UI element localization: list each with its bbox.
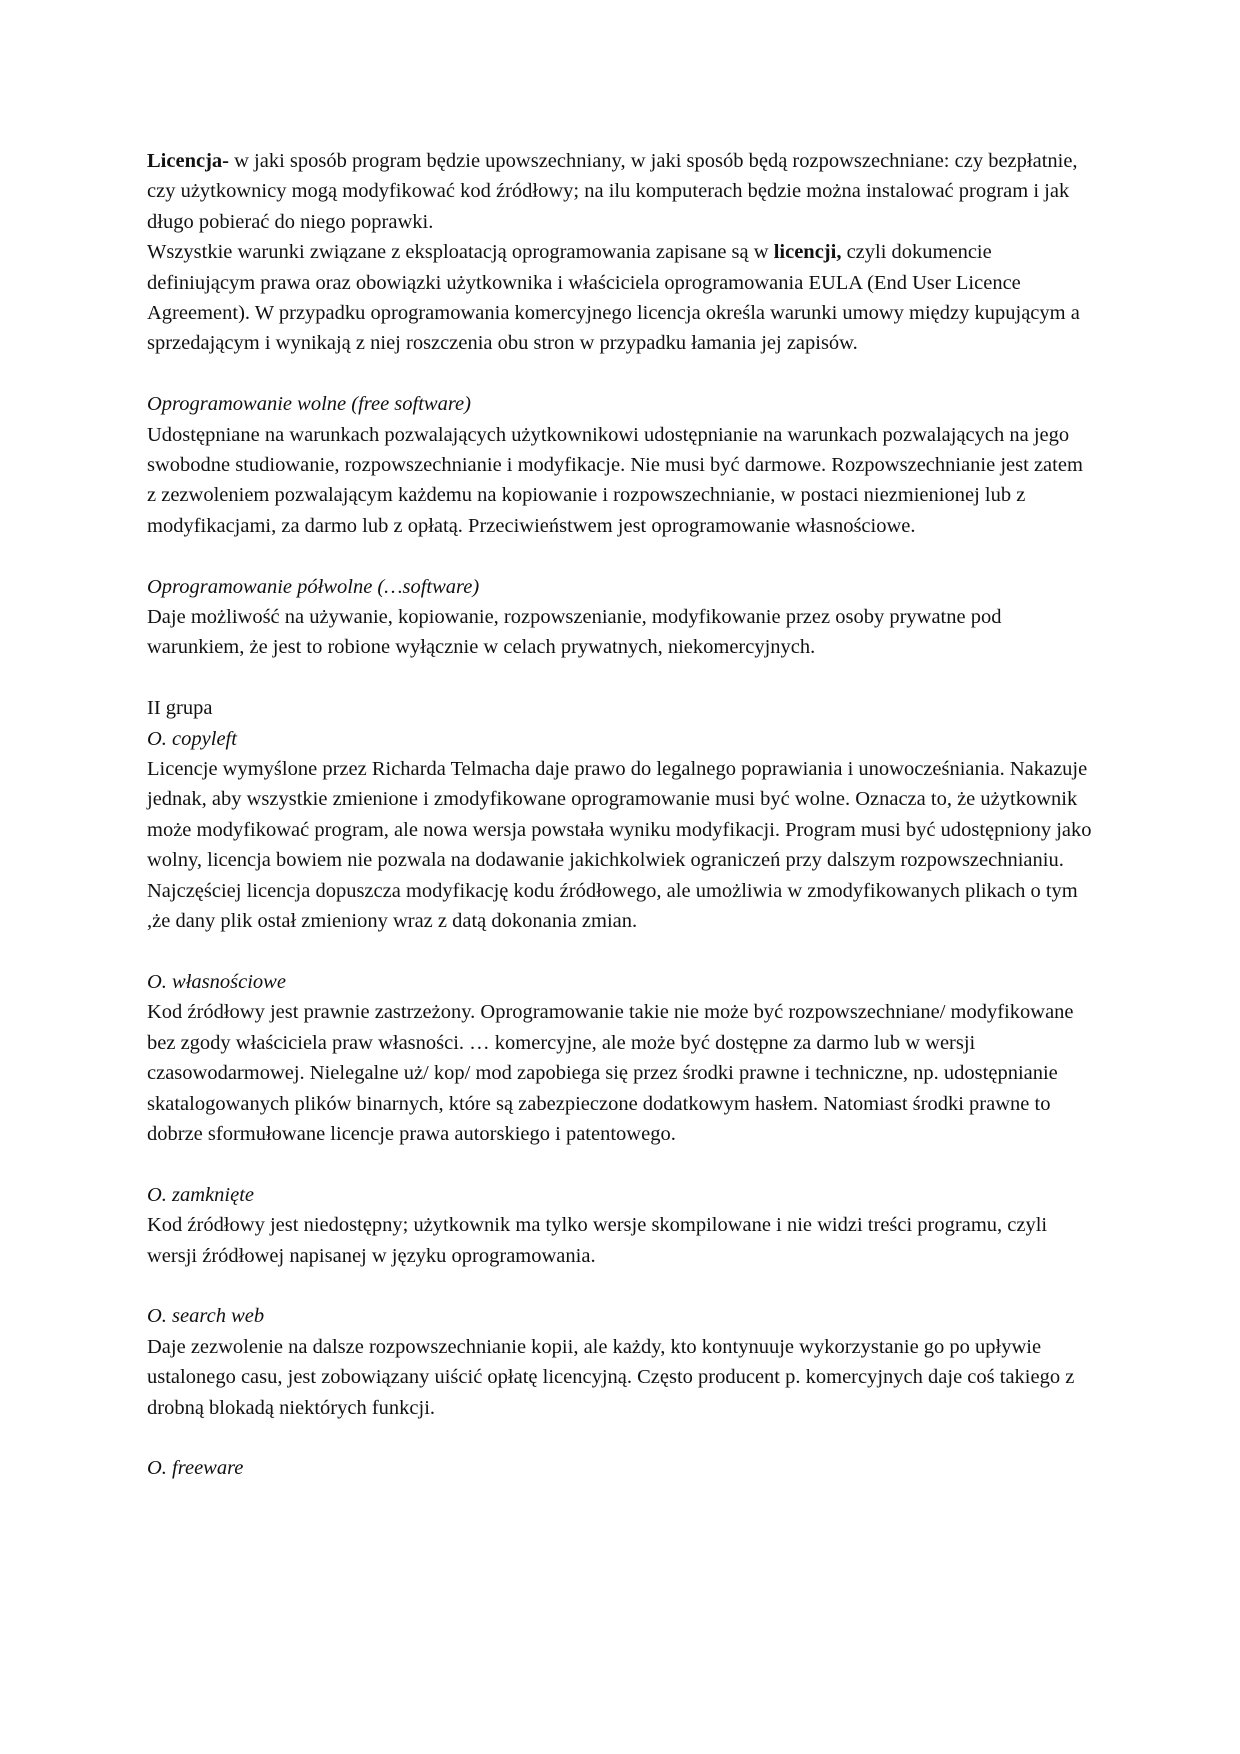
item-body-copyleft: Licencje wymyślone przez Richarda Telmacha daje prawo do legalnego poprawiania i unowocześniania. Nakazuje jednak, aby wszystkie zmienione i zmodyfikowane oprogramowanie musi być wolne. Oznacza to, że użytkownik może modyfikować program, ale nowa wersja powstała wyniku modyfikacji. Program musi być udostępniony jako wolny, licencja bowiem nie pozwala na dodawanie jakichkolwiek ograniczeń przy dalszym rozpowszechnianiu. Najczęściej licencja dopuszcza modyfikację kodu źródłowego, ale umożliwia w zmodyfikowanych plikach o tym ,że dany plik ostał zmieniony wraz z datą dokonania zmian. (147, 758, 1092, 933)
item-heading-closed: O. zamknięte (147, 1183, 255, 1206)
item-heading-proprietary: O. własnościowe (147, 970, 286, 993)
item-body-closed: Kod źródłowy jest niedostępny; użytkownik ma tylko wersje skompilowane i nie widzi treści programu, czyli wersji źródłowej napisanej w języku oprogramowania. (147, 1214, 1048, 1267)
item-heading-search-web: O. search web (147, 1305, 265, 1328)
license-bold-term: licencji, (773, 241, 842, 264)
spacer (147, 1271, 1093, 1301)
item-body-proprietary: Kod źródłowy jest prawnie zastrzeżony. Oprogramowanie takie nie może być rozpowszechniane/ modyfikowane bez zgody właściciela praw własności. … komercyjne, ale może być dostępne za darmo lub w wersji czasowodarmowej. Nielegalne uż/ kop/ mod zapobiega się przez środki prawne i techniczne, np. udostępnianie skatalogowanych plików binarnych, które są zabezpieczone dodatkowym hasłem. Natomiast środki prawne to dobrze sformułowane licencje prawa autorskiego i patentowego. (147, 1001, 1074, 1145)
section-body-semi-free: Daje możliwość na używanie, kopiowanie, rozpowszenianie, modyfikowanie przez osoby prywatne pod warunkiem, że jest to robione wyłącznie w celach prywatnych, niekomercyjnych. (147, 606, 1002, 659)
license-text-end: czyli dokumencie definiującym prawa oraz obowiązki użytkownika i właściciela oprogramowania EULA (End User Licence Agreement). W przypadku oprogramowania komercyjnego licencja określa warunki umowy między kupującym a sprzedającym i wynikają z niej roszczenia obu stron w przypadku łamania jej zapisów. (147, 241, 1080, 355)
spacer (147, 937, 1093, 967)
spacer (147, 1149, 1093, 1179)
spacer (147, 541, 1093, 571)
license-paragraph (147, 237, 1093, 359)
spacer (147, 663, 1093, 693)
spacer (147, 1423, 1093, 1453)
document-body (147, 146, 1093, 1484)
spacer (147, 359, 1093, 389)
section-body-free-software: Udostępniane na warunkach pozwalających użytkownikowi udostępnianie na warunkach pozwalających na jego swobodne studiowanie, rozpowszechnianie i modyfikacje. Nie musi być darmowe. Rozpowszechnianie jest zatem z zezwoleniem pozwalającym każdemu na kopiowanie i rozpowszechnianie, w postaci niezmienionej lub z modyfikacjami, za darmo lub z opłatą. Przeciwieństwem jest oprogramowanie własnościowe. (147, 423, 1083, 537)
item-heading-copyleft: O. copyleft (147, 727, 237, 750)
section-heading-free-software: Oprogramowanie wolne (free software) (147, 393, 471, 416)
licencja-definition: w jaki sposób program będzie upowszechniany, w jaki sposób będą rozpowszechniane: czy bezpłatnie, czy użytkownicy mogą modyfikować kod źródłowy; na ilu komputerach będzie można instalować program i jak długo pobierać do niego poprawki. (147, 150, 1078, 233)
licencja-term: Licencja- (147, 150, 229, 172)
section-heading-semi-free: Oprogramowanie półwolne (…software) (147, 575, 480, 598)
license-text-start: Wszystkie warunki związane z eksploatacją oprogramowania zapisane są w (147, 241, 774, 264)
item-heading-freeware: O. freeware (147, 1457, 244, 1480)
group-title: II grupa (147, 697, 213, 720)
item-body-search-web: Daje zezwolenie na dalsze rozpowszechnianie kopii, ale każdy, kto kontynuuje wykorzystanie go po upływie ustalonego casu, jest zobowiązany uiścić opłatę licencyjną. Często producent p. komercyjnych daje coś takiego z drobną blokadą niektórych funkcji. (147, 1335, 1075, 1419)
intro-paragraph (147, 146, 1093, 237)
